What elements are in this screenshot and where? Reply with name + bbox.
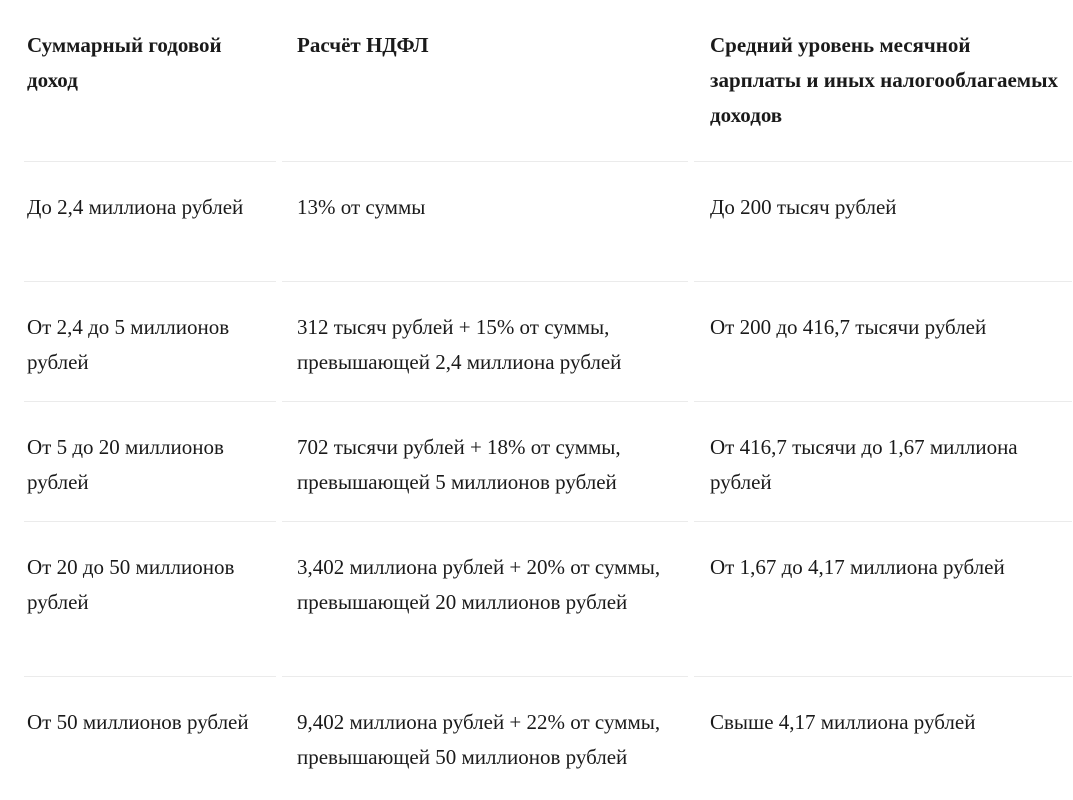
cell-tax-calculation: 702 тысячи рублей + 18% от суммы, превышающей 5 миллионов рублей — [297, 435, 621, 494]
cell-tax-calculation: 312 тысяч рублей + 15% от суммы, превышающей 2,4 миллиона рублей — [297, 315, 622, 374]
table-header-row — [0, 0, 1073, 162]
cell-annual-income: От 50 миллионов рублей — [27, 710, 249, 734]
cell-monthly-income: От 1,67 до 4,17 миллиона рублей — [710, 555, 1005, 579]
table-row — [0, 282, 1073, 402]
cell-monthly-income: До 200 тысяч рублей — [710, 195, 897, 219]
table-row — [0, 402, 1073, 522]
cell-tax-calculation: 13% от суммы — [297, 195, 426, 219]
table-row — [0, 162, 1073, 282]
cell-tax-calculation: 9,402 миллиона рублей + 22% от суммы, превышающей 50 миллионов рублей — [297, 710, 661, 769]
table-row — [0, 522, 1073, 677]
cell-monthly-income: От 416,7 тысячи до 1,67 миллиона рублей — [710, 435, 1018, 494]
cell-annual-income: От 2,4 до 5 миллионов рублей — [27, 315, 230, 374]
cell-annual-income: До 2,4 миллиона рублей — [27, 195, 244, 219]
cell-annual-income: От 5 до 20 миллионов рублей — [27, 435, 224, 494]
cell-tax-calculation: 3,402 миллиона рублей + 20% от суммы, превышающей 20 миллионов рублей — [297, 555, 661, 614]
header-annual-income: Суммарный годовой доход — [27, 33, 222, 92]
cell-monthly-income: От 200 до 416,7 тысячи рублей — [710, 315, 987, 339]
cell-annual-income: От 20 до 50 миллионов рублей — [27, 555, 235, 614]
cell-monthly-income: Свыше 4,17 миллиона рублей — [710, 710, 976, 734]
table-row — [0, 677, 1073, 800]
header-tax-calculation: Расчёт НДФЛ — [297, 33, 429, 57]
header-monthly-income: Средний уровень месячной зарплаты и иных налогооблагаемых доходов — [710, 33, 1059, 127]
